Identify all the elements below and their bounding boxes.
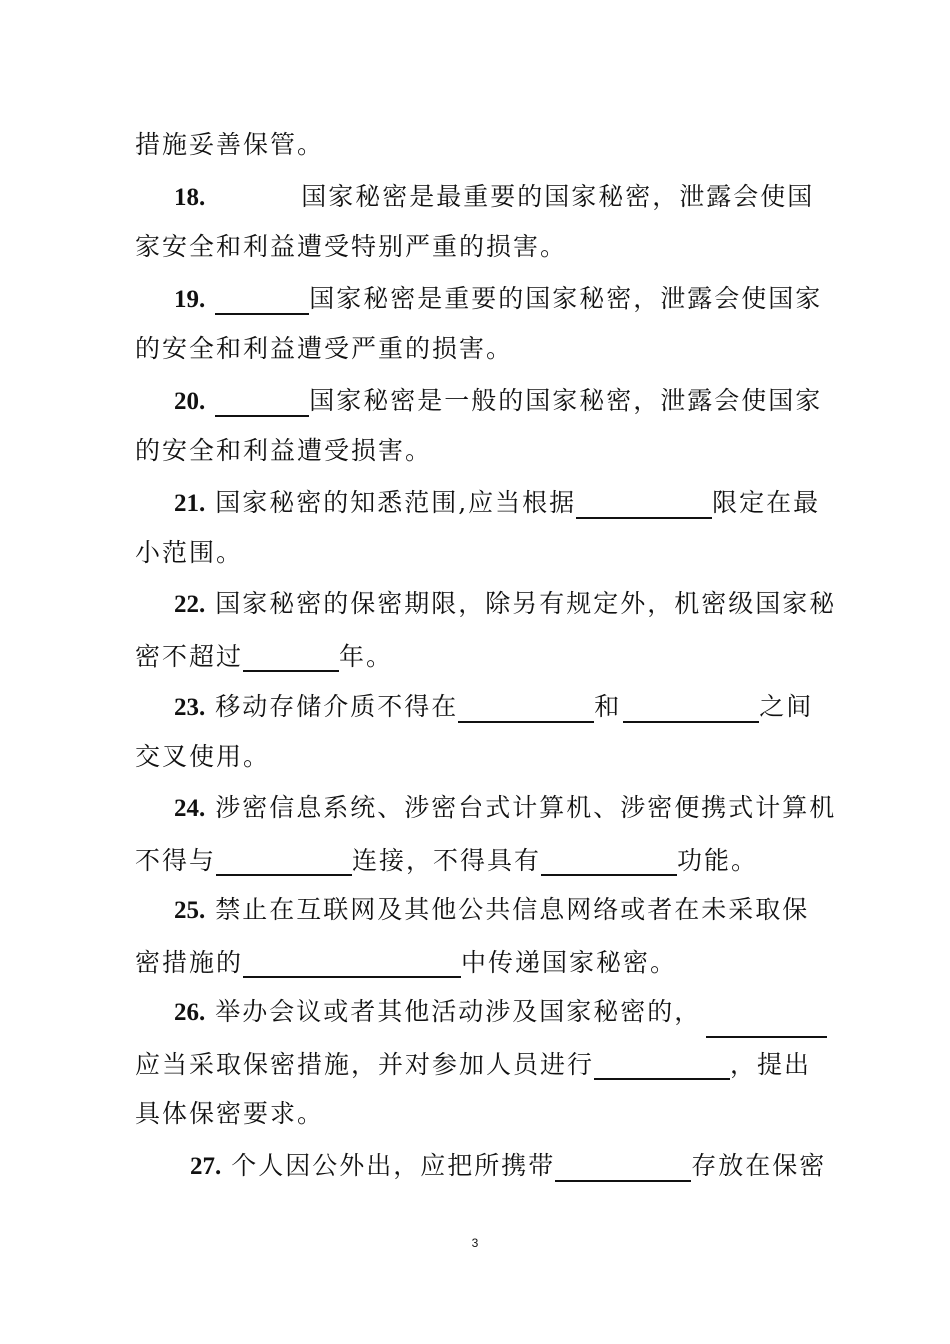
- question-20: [174, 385, 822, 417]
- question-22: [174, 589, 836, 620]
- answer-blank[interactable]: [243, 640, 339, 672]
- question-27: [190, 1150, 826, 1182]
- question-text: 年。: [339, 642, 394, 671]
- answer-blank[interactable]: [215, 385, 309, 417]
- question-text: 国家秘密的保密期限，除另有规定外，机密级国家秘: [215, 589, 837, 618]
- answer-blank[interactable]: [594, 1048, 730, 1080]
- question-text: 功能。: [677, 846, 759, 875]
- question-text: 小范围。: [135, 538, 244, 567]
- answer-blank[interactable]: [215, 283, 309, 315]
- question-text: 存放在保密: [691, 1151, 827, 1180]
- answer-blank[interactable]: [216, 844, 352, 876]
- page-number: 3: [471, 1236, 479, 1250]
- question-number: 25.: [174, 897, 206, 924]
- question-text: 家安全和利益遭受特别严重的损害。: [135, 232, 568, 261]
- question-text: 密不超过: [135, 642, 244, 671]
- answer-blank[interactable]: [458, 691, 594, 723]
- question-text-line: [135, 1048, 811, 1080]
- question-text: 交叉使用。: [135, 742, 271, 771]
- answer-blank[interactable]: [215, 181, 301, 213]
- question-24: [174, 793, 836, 824]
- question-text: 个人因公外出，应把所携带: [231, 1151, 556, 1180]
- answer-blank[interactable]: [623, 691, 759, 723]
- question-number: 26.: [174, 999, 206, 1026]
- question-text: 之间: [759, 692, 814, 721]
- question-text: 的安全和利益遭受严重的损害。: [135, 334, 514, 363]
- question-text: ，提出: [730, 1050, 812, 1079]
- question-25: [174, 895, 809, 926]
- question-text: 涉密信息系统、涉密台式计算机、涉密便携式计算机: [215, 793, 837, 822]
- question-19: [174, 283, 822, 315]
- question-text: 移动存储介质不得在: [215, 692, 459, 721]
- question-text: 具体保密要求。: [135, 1099, 325, 1128]
- answer-blank[interactable]: [541, 844, 677, 876]
- question-text: 密措施的: [135, 948, 244, 977]
- question-text: 应当采取保密措施，并对参加人员进行: [135, 1050, 595, 1079]
- question-23: [174, 691, 813, 723]
- answer-blank[interactable]: [555, 1150, 691, 1182]
- question-text: 不得与: [135, 846, 217, 875]
- question-text: 国家秘密是一般的国家秘密，泄露会使国家: [309, 386, 823, 415]
- question-text-line: [135, 946, 677, 978]
- question-text-line: [135, 844, 758, 876]
- question-number: 27.: [190, 1153, 222, 1180]
- question-text: 禁止在互联网及其他公共信息网络或者在未采取保: [215, 895, 810, 924]
- question-text: 举办会议或者其他活动涉及国家秘密的，: [215, 997, 702, 1026]
- question-number: 24.: [174, 795, 206, 822]
- question-21: [174, 487, 820, 519]
- text-line: 措施妥善保管。: [135, 130, 325, 159]
- question-text: 国家秘密是重要的国家秘密，泄露会使国家: [309, 284, 823, 313]
- question-number: 18.: [174, 184, 206, 211]
- answer-blank[interactable]: [706, 1006, 827, 1038]
- question-text-line: [135, 640, 393, 672]
- question-number: 23.: [174, 694, 206, 721]
- question-number: 21.: [174, 490, 206, 517]
- question-number: 19.: [174, 286, 206, 313]
- question-18: [174, 181, 814, 213]
- question-text: 国家秘密是最重要的国家秘密，泄露会使国: [301, 182, 815, 211]
- question-number: 20.: [174, 388, 206, 415]
- question-text: 限定在最: [712, 488, 821, 517]
- question-text: 国家秘密的知悉范围,应当根据: [215, 488, 577, 517]
- answer-blank[interactable]: [243, 946, 461, 978]
- answer-blank[interactable]: [576, 487, 712, 519]
- question-text: 和: [594, 692, 622, 721]
- question-text: 中传递国家秘密。: [461, 948, 678, 977]
- question-text: 连接，不得具有: [352, 846, 542, 875]
- question-text: 的安全和利益遭受损害。: [135, 436, 433, 465]
- question-number: 22.: [174, 591, 206, 618]
- question-26: [174, 997, 701, 1028]
